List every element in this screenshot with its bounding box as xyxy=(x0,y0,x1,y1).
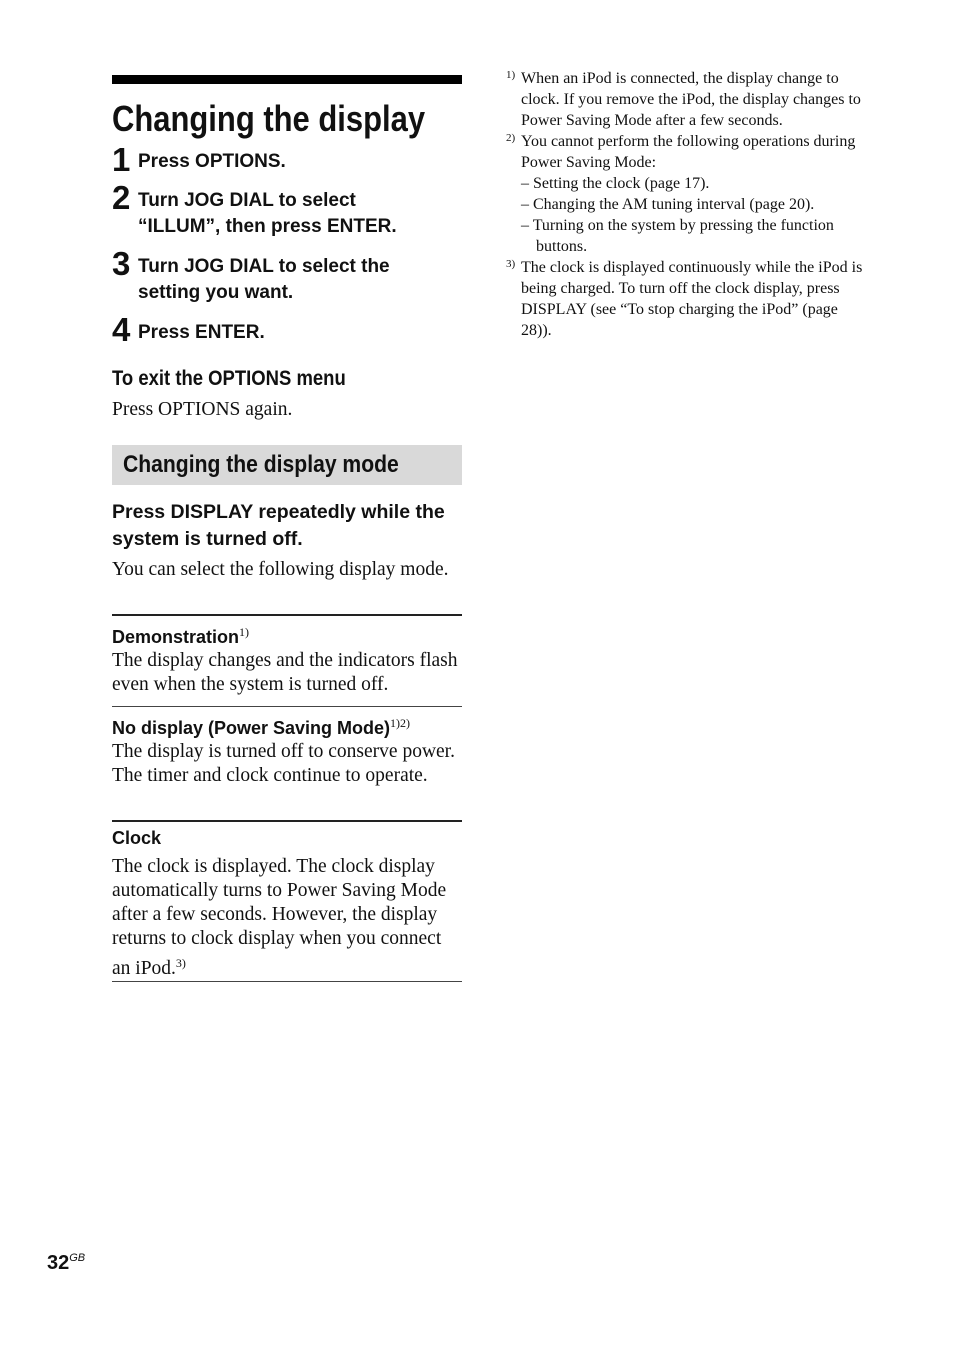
step-number: 1 xyxy=(112,141,131,178)
footnote-text: When an iPod is connected, the display change to clock. If you remove the iPod, the display changes to Power Saving Mode after a few seconds. xyxy=(521,70,861,129)
step-text: Press ENTER. xyxy=(138,322,265,343)
mode-description: The clock is displayed. The clock display automatically turns to Power Saving Mode after a few seconds. However, the display returns to clock display when you connect an iPod.$^{3)}$ xyxy=(112,856,447,979)
table-rule xyxy=(112,981,462,982)
footnote-text: The clock is displayed continuously while the iPod is being charged. To turn off the clock display, press DISPLAY (see “To stop charging the iPod” (page 28)). xyxy=(521,259,863,339)
step-text: Turn JOG DIAL to select “ILLUM”, then press ENTER. xyxy=(138,190,397,237)
footnote-item: – Setting the clock (page 17). xyxy=(521,175,710,192)
step-number: 2 xyxy=(112,179,131,216)
footnote-mark: 1) xyxy=(506,69,516,81)
page-title: Changing the display xyxy=(112,98,426,139)
steps-list xyxy=(112,139,462,349)
exit-text: Press OPTIONS again. xyxy=(112,399,293,420)
intro-text: You can select the following display mode. xyxy=(112,559,449,580)
table-rule xyxy=(112,706,462,707)
footnote-mark: 3) xyxy=(506,258,516,270)
title-bar-rule xyxy=(112,75,462,84)
mode-name: Clock xyxy=(112,828,162,848)
mode-description: The display is turned off to conserve power. The timer and clock continue to operate. xyxy=(112,741,455,786)
footnote-text: You cannot perform the following operations during Power Saving Mode: xyxy=(521,133,856,171)
table-rule xyxy=(112,820,462,822)
page-suffix: GB xyxy=(69,1252,86,1264)
mode-description: The display changes and the indicators flash even when the system is turned off. xyxy=(112,650,458,695)
page-number: $32^{GB}$ xyxy=(47,1252,86,1274)
step-text: Press OPTIONS. xyxy=(138,151,286,172)
section-heading: Changing the display mode xyxy=(123,451,399,478)
footnote xyxy=(506,68,866,131)
footnotes xyxy=(506,68,866,341)
exit-heading: To exit the OPTIONS menu xyxy=(112,367,346,390)
footnote-item: – Changing the AM tuning interval (page 20). xyxy=(521,196,815,213)
footnote-item: – Turning on the system by pressing the function buttons. xyxy=(521,217,834,255)
step-number: 4 xyxy=(112,311,131,348)
step-text: Turn JOG DIAL to select the setting you want. xyxy=(138,256,390,303)
footnote xyxy=(506,257,866,341)
step-number: 3 xyxy=(112,245,131,282)
instruction: Press DISPLAY repeatedly while the system is turned off. xyxy=(112,501,445,550)
section-heading-band xyxy=(112,445,462,485)
table-rule xyxy=(112,614,462,616)
footnote-mark: 2) xyxy=(506,132,516,144)
mode-name: Demonstration$^{1)}$ xyxy=(112,625,250,647)
footnote xyxy=(506,131,866,257)
left-column xyxy=(112,75,462,979)
mode-name: No display (Power Saving Mode)$^{1)2)}$ xyxy=(112,716,411,738)
